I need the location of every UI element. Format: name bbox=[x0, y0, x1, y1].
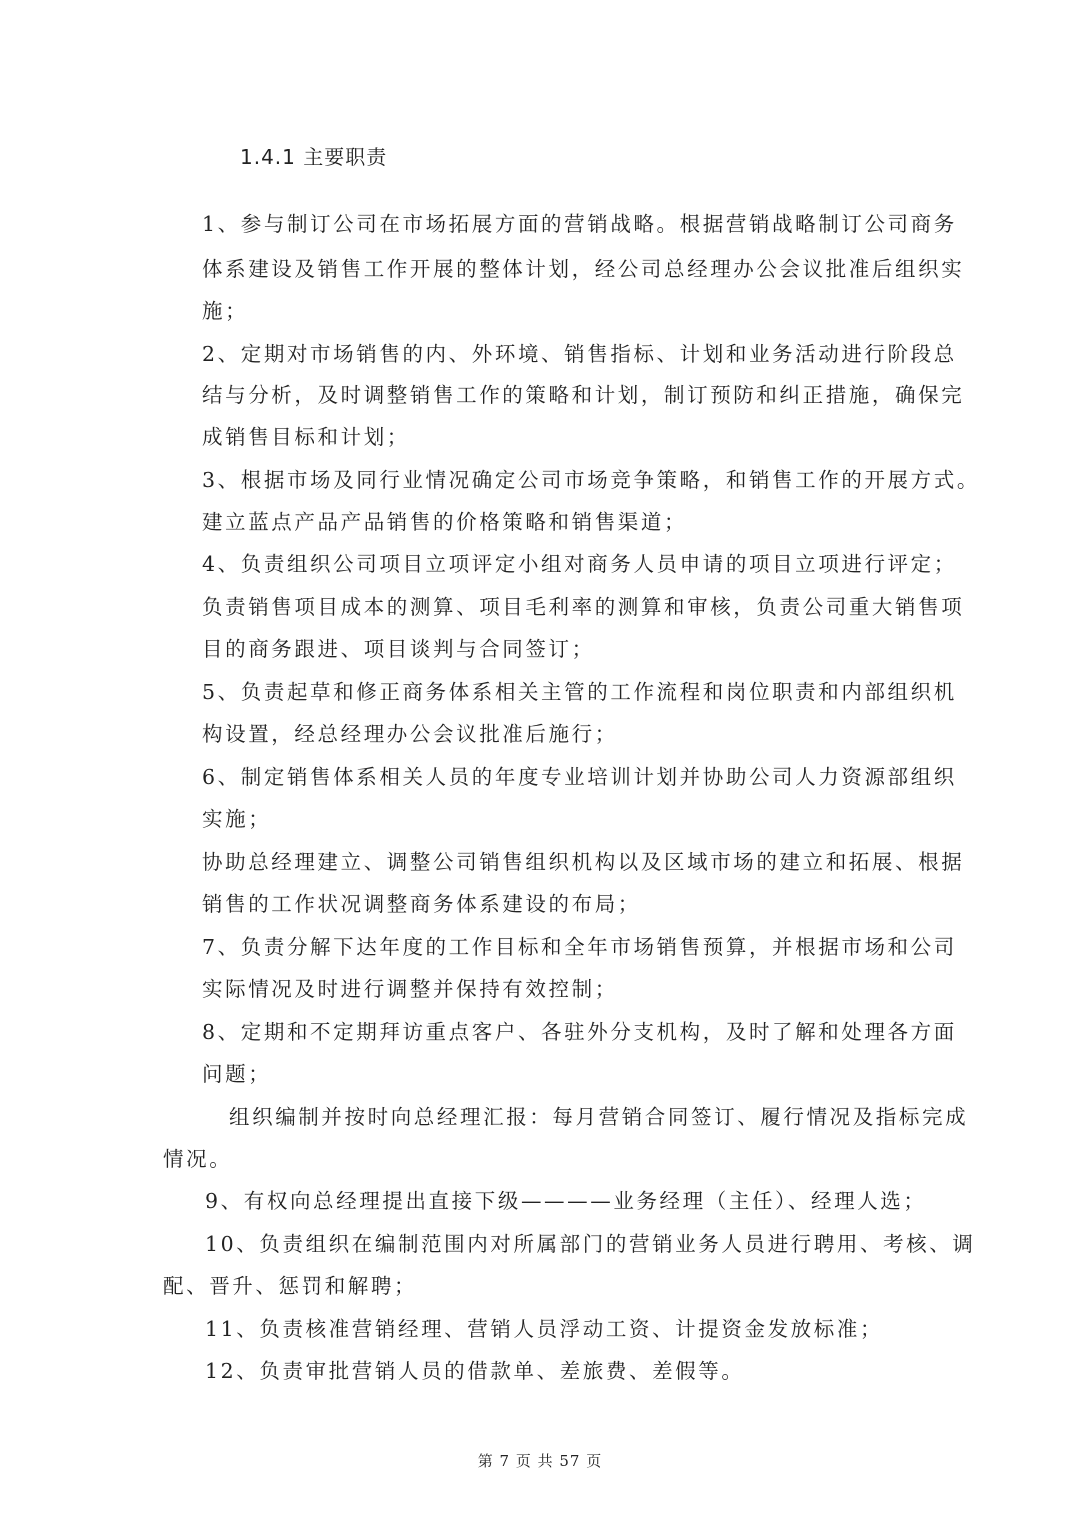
text-line: 9、有权向总经理提出直接下级————业务经理（主任）、经理人选； bbox=[205, 1189, 927, 1213]
text-line: 实施； bbox=[202, 807, 272, 831]
text-line: 2、定期对市场销售的内、外环境、销售指标、计划和业务活动进行阶段总 bbox=[202, 342, 957, 366]
text-line: 6、制定销售体系相关人员的年度专业培训计划并协助公司人力资源部组织 bbox=[202, 765, 957, 789]
text-line: 施； bbox=[202, 299, 249, 323]
text-line: 配、晋升、惩罚和解聘； bbox=[163, 1274, 418, 1298]
page-footer: 第 7 页 共 57 页 bbox=[477, 1452, 603, 1470]
text-line: 7、负责分解下达年度的工作目标和全年市场销售预算，并根据市场和公司 bbox=[202, 935, 957, 959]
text-line: 11、负责核准营销经理、营销人员浮动工资、计提资金发放标准； bbox=[205, 1317, 884, 1341]
text-line: 实际情况及时进行调整并保持有效控制； bbox=[202, 977, 618, 1001]
text-line: 销售的工作状况调整商务体系建设的布局； bbox=[202, 892, 641, 916]
text-line: 协助总经理建立、调整公司销售组织机构以及区域市场的建立和拓展、根据 bbox=[202, 850, 965, 874]
section-heading: 1.4.1 主要职责 bbox=[240, 145, 388, 169]
text-line: 体系建设及销售工作开展的整体计划，经公司总经理办公会议批准后组织实 bbox=[202, 257, 965, 281]
text-line: 8、定期和不定期拜访重点客户、各驻外分支机构，及时了解和处理各方面 bbox=[202, 1020, 957, 1044]
text-line: 5、负责起草和修正商务体系相关主管的工作流程和岗位职责和内部组织机 bbox=[202, 680, 957, 704]
text-line: 1、参与制订公司在市场拓展方面的营销战略。根据营销战略制订公司商务 bbox=[202, 212, 957, 236]
text-line: 目的商务跟进、项目谈判与合同签订； bbox=[202, 637, 595, 661]
text-line: 负责销售项目成本的测算、项目毛利率的测算和审核，负责公司重大销售项 bbox=[202, 595, 965, 619]
text-line: 问题； bbox=[202, 1062, 272, 1086]
text-line: 情况。 bbox=[163, 1147, 233, 1171]
text-line: 结与分析，及时调整销售工作的策略和计划，制订预防和纠正措施，确保完 bbox=[202, 383, 965, 407]
text-line: 建立蓝点产品产品销售的价格策略和销售渠道； bbox=[202, 510, 688, 534]
text-line: 组织编制并按时向总经理汇报：每月营销合同签订、履行情况及指标完成 bbox=[229, 1105, 969, 1129]
text-line: 4、负责组织公司项目立项评定小组对商务人员申请的项目立项进行评定； bbox=[202, 552, 957, 576]
text-line: 3、根据市场及同行业情况确定公司市场竞争策略，和销售工作的开展方式。 bbox=[202, 468, 980, 492]
text-line: 构设置，经总经理办公会议批准后施行； bbox=[202, 722, 618, 746]
text-line: 10、负责组织在编制范围内对所属部门的营销业务人员进行聘用、考核、调 bbox=[205, 1232, 976, 1256]
text-line: 12、负责审批营销人员的借款单、差旅费、差假等。 bbox=[205, 1359, 745, 1383]
text-line: 成销售目标和计划； bbox=[202, 425, 410, 449]
